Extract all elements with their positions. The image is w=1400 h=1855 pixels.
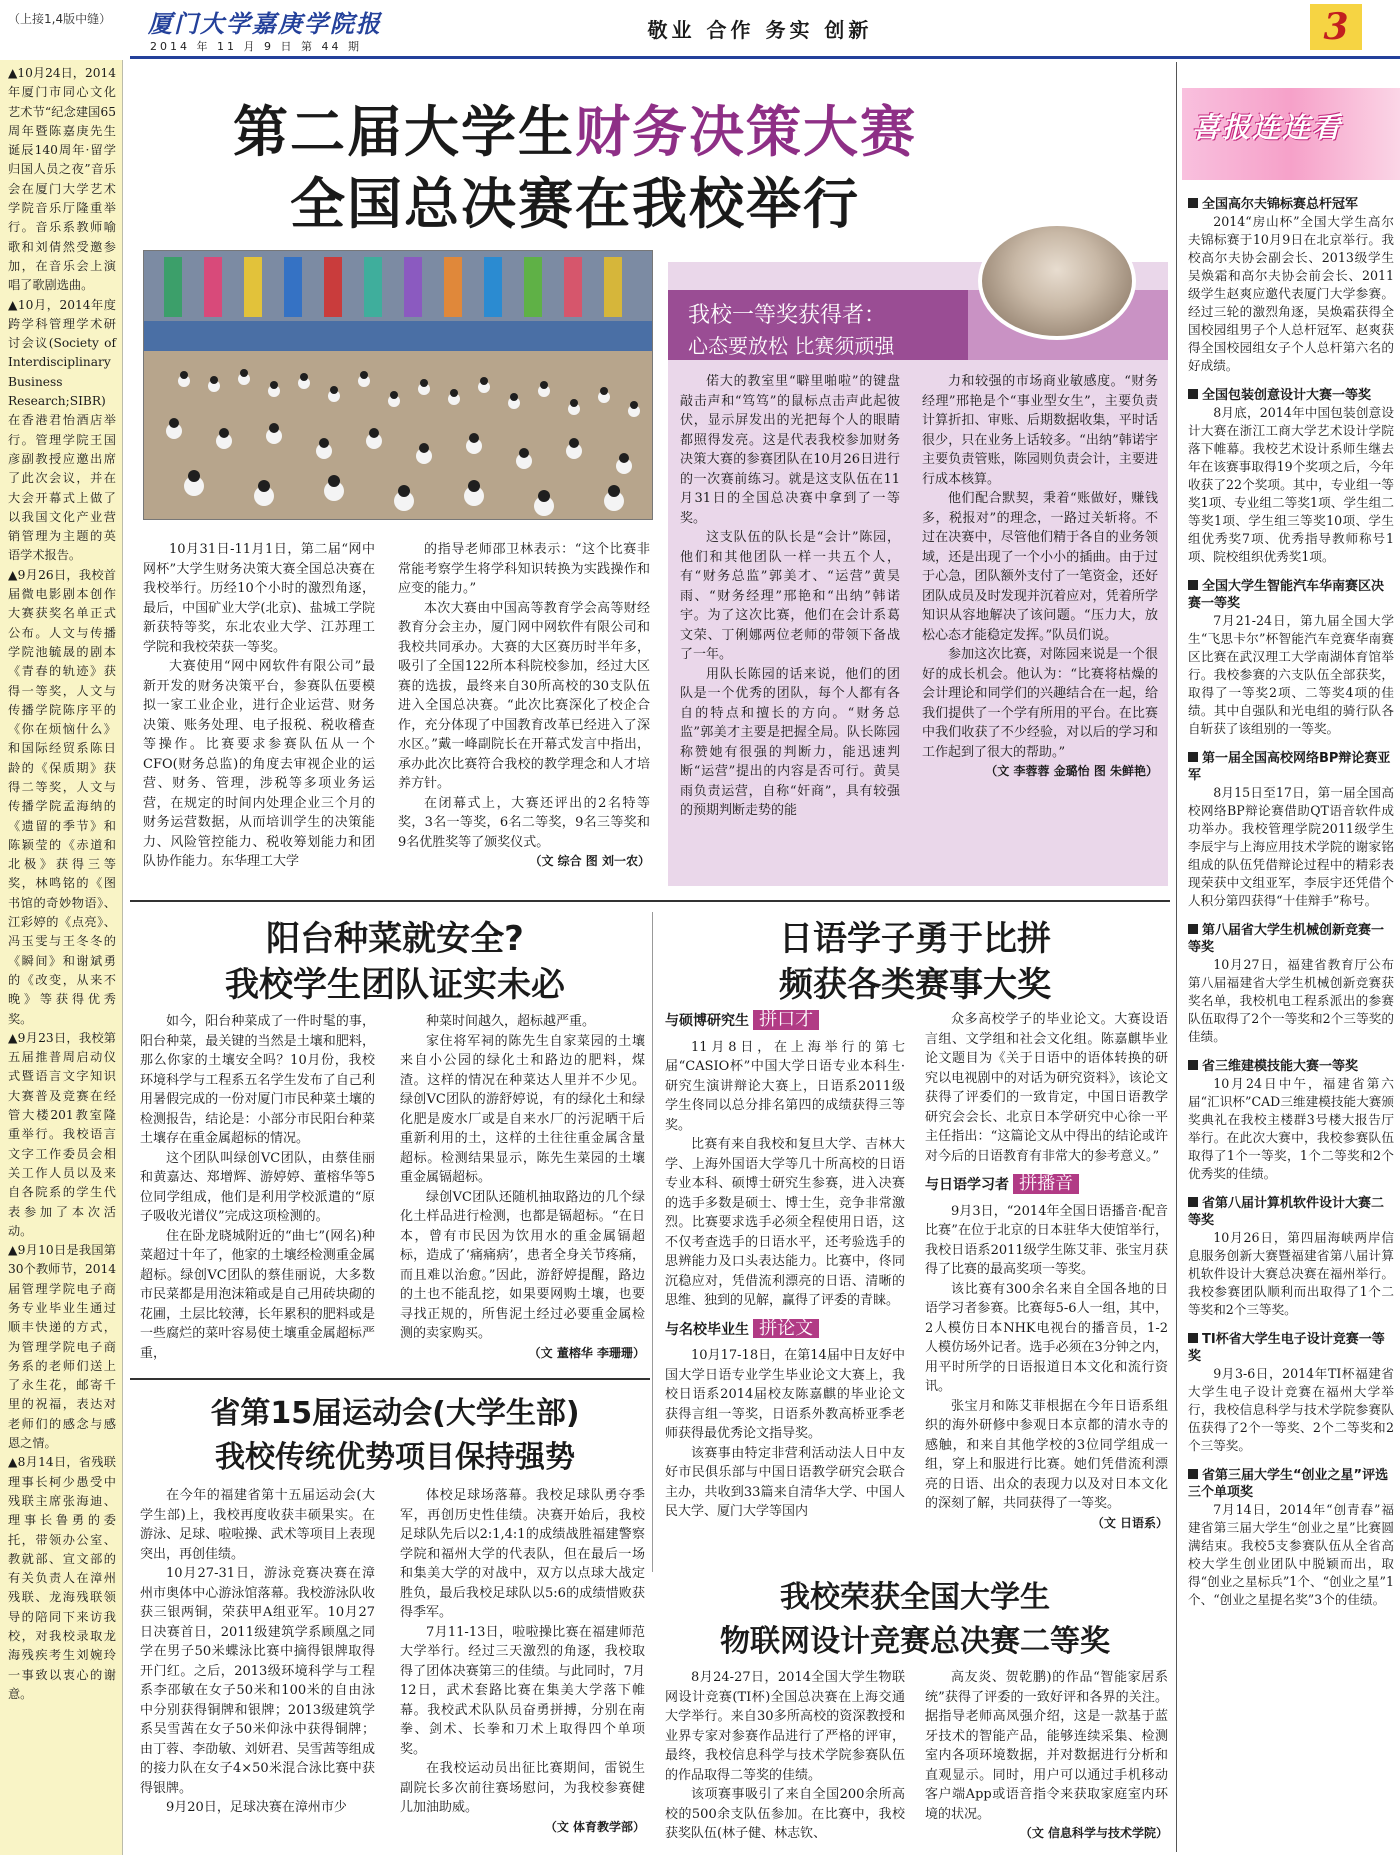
main-article-col-2 [398, 540, 650, 872]
page-number: 3 [1310, 4, 1362, 50]
news-item-heading [1188, 750, 1394, 784]
iot-col-1 [665, 1668, 905, 1844]
paragraph: 他们配合默契，秉着“账做好，赚钱多，税报对”的理念，一路过关斩将。不过在决赛中，尽管他们精于各自的业务领域，还是出现了一个小小的插曲。由于过于心急，团队额外支付了一笔资金，还好团队成员及时发现并沉着应对，凭着所学知识从容地解决了该问题。“压力大，放松心态才能稳定发挥。”队员们说。 [922, 491, 1158, 643]
competition-photo [143, 250, 653, 520]
headline-line: 频获各类赛事大奖 [779, 965, 1051, 1005]
news-item-title: 省第八届计算机软件设计大赛二等奖 [1188, 1196, 1385, 1228]
paragraph: 该项赛事吸引了来自全国200余所高校的500余支队伍参加。在比赛中，我校获奖队伍(林子健、林志钦、 [665, 1787, 905, 1841]
iot-headline [660, 1576, 1170, 1664]
headline-line: 我校传统优势项目保持强势 [215, 1440, 575, 1475]
paragraph: 7月11-13日，啦啦操比赛在福建师范大学举行。经过三天激烈的角逐，我校取得了团体决赛第三的佳绩。与此同时，7月12日，武术套路比赛在集美大学落下帷幕。我校武术队队员奋勇拼搏，分别在南拳、剑术、长拳和刀术上取得四个单项奖。 [400, 1624, 645, 1757]
news-item [1188, 1331, 1394, 1455]
brief-item: ▲9月26日，我校首届微电影剧本创作大赛获奖名单正式公布。人文与传播学院池毓晟的剧本《青春的轨迹》获得一等奖，人文与传播学院陈序平的《你在烦恼什么》和国际经贸系陈日龄的《保质期》获得二等奖，人文与传播学院孟海纳的《遗留的季节》和陈颖莹的《赤道和北极》获得三等奖，林鸣铭的《图书馆的奇妙物语》、江彩婷的《点亮》、冯玉雯与王冬冬的《瞬间》和谢斌勇的《改变，从来不晚》等获得优秀奖。 [8, 567, 116, 1026]
news-item-heading [1188, 1195, 1394, 1229]
balcony-headline [140, 916, 650, 1008]
paragraph: 这支队伍的队长是“会计”陈园，他们和其他团队一样一共五个人，有“财务总监”郭美才、“运营”黄昊雨、“财务经理”邢艳和“出纳”韩诺宇。为了这次比赛，他们在会计系葛文荣、丁俐娜两位老师的带领下备战了一年。 [680, 530, 900, 662]
headline-line: 我校学生团队证实未必 [225, 965, 565, 1005]
square-bullet-icon [1188, 1197, 1198, 1207]
page-header [0, 0, 1400, 58]
news-item-heading [1188, 1331, 1394, 1365]
news-item-title: 省三维建模技能大赛一等奖 [1202, 1059, 1359, 1074]
headline-line: 物联网设计竞赛总决赛二等奖 [720, 1624, 1110, 1659]
paragraph: 在我校运动员出征比赛期间，雷锐生副院长多次前往赛场慰问，为我校参赛健儿加油助威。 [400, 1761, 645, 1815]
brief-item: ▲8月14日，省残联理事长柯少愚受中残联主席张海迪、理事长鲁勇的委托，带领办公室、教就部、宣文部的有关负责人在漳州残联、龙海残联领导的陪同下来访我校，对我校录取龙海残疾考生刘婉玲一事致以衷心的谢意。 [8, 1455, 116, 1701]
news-item-body: 10月24日中午，福建省第六届“汇识杯”CAD三维建模技能大赛颁奖典礼在我校主楼群3号楼大报告厅举行。在此次大赛中，我校参赛队伍取得了1个一等奖，1个二等奖和2个优秀奖的佳绩。 [1188, 1076, 1394, 1181]
news-item-body: 9月3-6日，2014年TI杯福建省大学生电子设计竞赛在福州大学举行，我校信息科学与技术学院参赛队伍获得了2个一等奖、2个二等奖和2个三等奖。 [1188, 1366, 1394, 1453]
news-item-body: 7月14日，2014年“创青春”福建省第三届大学生“创业之星”比赛圆满结束。我校5支参赛队伍从全省高校大学生创业团队中脱颖而出，取得“创业之星标兵”1个、“创业之星”1个、“创业之星提名奖”3个的佳绩。 [1188, 1502, 1394, 1607]
paragraph: 住在卧龙晓城附近的“曲七”(网名)种菜超过十年了，他家的土壤经检测重金属超标。绿创VC团队的蔡佳丽说，大多数市民菜都是用泡沫箱或是自己用砖块砌的花圃，土层比较薄，长年累积的肥料或是一些腐烂的菜叶容易使土壤重金属超标严重， [140, 1228, 375, 1361]
continuation-note: （上接1,4版中缝） [8, 12, 112, 26]
news-item [1188, 387, 1394, 566]
competition-photo-illustration [144, 251, 652, 519]
paragraph: 在闭幕式上，大赛还评出的2名特等奖，3名一等奖，6名二等奖，9名三等奖和9名优胜奖等了颁奖仪式。 [398, 795, 650, 850]
paragraph: 大赛使用“网中网软件有限公司”最新开发的财务决策平台，参赛队伍要模拟一家工业企业，进行企业运营、财务决策、账务处理、电子报税、税收稽查等操作。比赛要求参赛队伍从一个CFO(财务总监)的角度去审视企业的运营、财务、管理，涉税等多项业务运营，在规定的时间内处理企业三个月的财务运营数据，从而培训学生的决策能力、风险管控能力、税收筹划能力和团队协作能力。东华理工大学 [143, 659, 375, 869]
section-tag: 拼口才 [753, 1010, 819, 1030]
square-bullet-icon [1188, 1060, 1198, 1070]
japanese-col-1 [665, 1010, 905, 1522]
sports-headline [140, 1392, 650, 1480]
paragraph: 10月17-18日，在第14届中日友好中国大学日语专业学生毕业论文大赛上，我校日语系2014届校友陈嘉麒的毕业论文获得言组一等奖，日语系外教高桥亚季老师获得最优秀论文指导奖。 [665, 1348, 905, 1441]
paragraph: 的指导老师邵卫林表示：“这个比赛非常能考察学生将学科知识转换为实践操作和应变的能力。” [398, 542, 650, 596]
news-item-body: 2014“房山杯”全国大学生高尔夫锦标赛于10月9日在北京举行。我校高尔夫协会副会长、2013级学生吴焕霜和高尔夫协会前会长、2011级学生赵爽应邀代表厦门大学参赛。经过三轮的激烈角逐，吴焕霜获得全国校园组男子个人总杆冠军、赵爽获得全国校园组女子个人总杆第六名的好成绩。 [1188, 214, 1394, 373]
news-item-title: 第一届全国高校网络BP辩论赛亚军 [1188, 751, 1391, 783]
paragraph: 偌大的教室里“噼里啪啦”的键盘敲击声和“笃笃”的鼠标点击声此起彼伏，显示屏发出的光把每个人的眼睛都照得发亮。这是代表我校参加财务决策大赛的参赛团队在10月26日进行的一次赛前练习。就是这支队伍在11月31日的全国总决赛中拿到了一等奖。 [680, 374, 900, 526]
square-bullet-icon [1188, 198, 1198, 208]
headline-line: 阳台种菜就安全? [266, 919, 524, 959]
interview-subtitle: 心态要放松 比赛须顽强 [688, 334, 895, 358]
briefs-text [8, 64, 116, 1704]
news-item-heading [1188, 922, 1394, 956]
paragraph: 张宝月和陈艾菲根据在今年日语系组织的海外研修中参观日本京都的清水寺的感触，和来自其他学校的3位同学组成一组，穿上和服进行比赛。她们凭借流利漂亮的日语、出众的表现力以及对日本文化的深刻了解，共同获得了一等奖。 [925, 1398, 1168, 1511]
section-tag: 拼论文 [753, 1319, 819, 1339]
brief-item: ▲9月23日，我校第五届推普周启动仪式暨语言文字知识大赛普及竞赛在经管大楼201教室隆重举行。我校语言文字工作委员会相关工作人员以及来自各院系的学生代表参加了本次活动。 [8, 1030, 116, 1238]
good-news-banner-title: 喜报连连看 [1192, 111, 1343, 144]
sports-credit: （文 体育教学部） [544, 1819, 645, 1834]
japanese-section-1-heading [665, 1010, 905, 1032]
masthead: 厦门大学嘉庚学院报 [148, 9, 382, 38]
section-tag: 拼播音 [1013, 1174, 1079, 1194]
news-item-heading [1188, 196, 1394, 213]
news-item-body: 10月26日，第四届海峡两岸信息服务创新大赛暨福建省第八届计算机软件设计大赛总决赛在福州举行。我校参赛团队顺利而出取得了1个二等奖和2个三等奖。 [1188, 1230, 1394, 1317]
square-bullet-icon [1188, 580, 1198, 590]
balcony-col-2 [400, 1012, 645, 1363]
header-rule [130, 56, 1400, 59]
paragraph: 在今年的福建省第十五届运动会(大学生部)上，我校再度收获丰硕果实。在游泳、足球、啦啦操、武术等项目上表现突出，再创佳绩。 [140, 1488, 375, 1562]
brief-item: ▲10月24日，2014年厦门市同心文化艺术节“纪念建国65周年暨陈嘉庚先生诞辰140周年·留学归国人员之夜”音乐会在厦门大学艺术学院音乐厅隆重举行。音乐系教师喻歌和刘倩然受邀参加，在音乐会上演唱了歌剧选曲。 [8, 66, 116, 293]
headline-line: 日语学子勇于比拼 [779, 919, 1051, 959]
square-bullet-icon [1188, 924, 1198, 934]
news-item [1188, 578, 1394, 738]
news-item-title: 第八届省大学生机械创新竞赛一等奖 [1188, 923, 1385, 955]
paragraph: 众多高校学子的毕业论文。大赛设语言组、文学组和社会文化组。陈嘉麒毕业论文题目为《关于日语中的语体转换的研究以电视剧中的对话为研究资料》，该论文获得了评委们的一致肯定，中国日语教学研究会会长、北京日本学研究中心徐一平主任指出：“这篇论文从中得出的结论或许对今后的日语教育有非常大的参考意义。” [925, 1012, 1168, 1164]
news-item-title: TI杯省大学生电子设计竞赛一等奖 [1188, 1332, 1385, 1364]
paragraph: 10月31日-11月1日，第二届“网中网杯”大学生财务决策大赛全国总决赛在我校举行。历经10个小时的激烈角逐，最后，中国矿业大学(北京)、盐城工学院新获特等奖，东北农业大学、江苏理工学院和我校荣获一等奖。 [143, 542, 375, 655]
news-item-title: 全国高尔夫锦标赛总杆冠军 [1202, 197, 1359, 212]
paragraph: 9月3日，“2014年全国日语播音·配音比赛”在位于北京的日本驻华大使馆举行，我校日语系2011级学生陈艾菲、张宝月获得了比赛的最高奖项一等奖。 [925, 1203, 1168, 1277]
paragraph: 体校足球场落幕。我校足球队勇夺季军，再创历史性佳绩。决赛开始后，我校足球队先后以2:1,4:1的成绩战胜福建警察学院和福州大学的代表队，但在最后一场和集美大学的对战中，双方以点球大战定胜负，最后我校足球队以5:6的成绩惜败获得季军。 [400, 1488, 645, 1620]
main-headline-line2: 全国总决赛在我校举行 [289, 172, 860, 236]
paragraph: 家住将军祠的陈先生自家菜园的土壤来自小公园的绿化土和路边的肥料，煤渣。这样的情况在种菜达人里并不少见。绿创VC团队的游舒婷说，有的绿化土和绿化肥是废水厂或是自来水厂的污泥晒干后重新利用的土，这样的土往往重金属含量超标。检测结果显示，陈先生菜园的土壤重金属镉超标。 [400, 1033, 645, 1185]
news-item [1188, 1195, 1394, 1319]
main-article-col-1 [143, 540, 375, 872]
square-bullet-icon [1188, 752, 1198, 762]
brief-item: ▲9月10日是我国第30个教师节，2014届管理学院电子商务专业毕业生通过顺丰快递的方式，为管理学院电子商务系的老师们送上了永生花，邮寄千里的祝福，表达对老师们的感念与感恩之情。 [8, 1243, 116, 1451]
interview-title: 我校一等奖获得者： [688, 303, 887, 328]
main-headline [130, 96, 1020, 240]
team-photo [978, 222, 1136, 340]
paragraph: 用队长陈园的话来说，他们的团队是一个优秀的团队，每个人都有各自的特点和擅长的方向。“财务总监”郭美才主要是把握全局。队长陈园称赞她有很强的判断力，能迅速判断“运营”提出的内容是否可行。黄昊雨负责运营，自称“奸商”，具有较强的预期判断走势的能 [680, 666, 900, 818]
news-item-title: 全国大学生智能汽车华南赛区决赛一等奖 [1188, 579, 1385, 611]
japanese-headline [660, 916, 1170, 1008]
paragraph: 种菜时间越久，超标越严重。 [426, 1014, 596, 1029]
paragraph: 10月27-31日，游泳竞赛决赛在漳州市奥体中心游泳馆落幕。我校游泳队收获三银两铜，荣获甲A组亚军。10月27日决赛首日，2011级建筑学系顾凰之同学在男子50米蝶泳比赛中摘得银牌取得开门红。之后，2013级环境科学与工程系李邵敏在女子50米和100米的自由泳中分别获得铜牌和银牌；2013级建筑学系吴雪茜在女子50米仰泳中获得铜牌；由丁蓉、李劭敏、刘妍君、吴雪茜等组成的接力队在女子4×50米混合泳比赛中获得银牌。 [140, 1566, 375, 1796]
paragraph: 高友炎、贺乾鹏)的作品“智能家居系统”获得了评委的一致好评和各界的关注。据指导老师高凤强介绍，这是一款基于蓝牙技术的智能产品，能够连续采集、检测室内各项环境数据，并对数据进行分析和直观显示。同时，用户可以通过手机移动客户端App或语音指令来获取家庭室内环境的状况。 [925, 1670, 1168, 1822]
news-item [1188, 922, 1394, 1046]
news-item-body: 8月15日至17日，第一届全国高校网络BP辩论赛借助QT语音软件成功举办。我校管理学院2011级学生李辰宇与上海应用技术学院的谢家铭组成的队伍凭借辩论过程中的精彩表现荣获中文组亚军，李辰宇还凭借个人积分第四获得“十佳辩手”称号。 [1188, 785, 1394, 908]
news-item-body: 8月底，2014年中国包装创意设计大赛在浙江工商大学艺术设计学院落下帷幕。我校艺术设计系师生继去年在该赛事取得19个奖项之后，今年收获了22个奖项。其中，专业组一等奖1项、专业组二等奖1项、学生组二等奖1项、学生组三等奖10项、学生组优秀奖7项、优秀指导教师称号1项、院校组织优秀奖1项。 [1188, 405, 1394, 564]
paragraph: 比赛有来自我校和复旦大学、吉林大学、上海外国语大学等几十所高校的日语专业本科、硕博士研究生参赛，进入决赛的选手多数是硕士、博士生，竞争非常激烈。比赛要求选手必须全程使用日语，这不仅考查选手的日语水平，还考验选手的思辨能力及口头表达能力。比赛中，佟同沉稳应对，凭借流利漂亮的日语、清晰的思维、独到的见解，赢得了评委的青睐。 [665, 1137, 905, 1308]
japanese-credit: （文 日语系） [1091, 1515, 1168, 1530]
dateline: 2014 年 11 月 9 日 第 44 期 [150, 40, 362, 53]
section-heading: 与硕博研究生 [665, 1013, 749, 1029]
paragraph: 本次大赛由中国高等教育学会高等财经教育分会主办，厦门网中网软件有限公司和我校共同承办。大赛的大区赛历时半年多，吸引了全国122所本科院校参加，经过大区赛的选拔，最终来自30所高校的30支队伍进入全国总决赛。“此次比赛深化了校企合作，充分体现了中国教育改革已经进入了深水区。”戴一峰副院长在开幕式发言中指出，承办此次比赛符合我校的教学理念和人才培养方针。 [398, 600, 650, 791]
news-item [1188, 1058, 1394, 1183]
news-item-title: 省第三届大学生“创业之星”评选三个单项奖 [1188, 1468, 1389, 1500]
section-heading: 与日语学习者 [925, 1177, 1009, 1193]
interview-col-1 [680, 372, 900, 821]
news-item [1188, 1467, 1394, 1609]
news-item-heading [1188, 1058, 1394, 1075]
iot-credit: （文 信息科学与技术学院） [1019, 1826, 1168, 1840]
balcony-credit: （文 董榕华 李珊珊） [528, 1345, 645, 1360]
square-bullet-icon [1188, 1469, 1198, 1479]
paragraph: 参加这次比赛，对陈园来说是一个很好的成长机会。他认为：“比赛将枯燥的会计理论和同学们的兴趣结合在一起，给我们提供了一个学有所用的平台。在比赛中我们收获了不少经验，对以后的学习和工作起到了很大的帮助。” [922, 647, 1158, 760]
japanese-section-3-heading [925, 1174, 1168, 1196]
sports-col-2 [400, 1486, 645, 1837]
main-article-credit: （文 综合 图 刘一农） [529, 854, 650, 868]
square-bullet-icon [1188, 389, 1198, 399]
paragraph: 该比赛有300余名来自全国各地的日语学习者参赛。比赛每5-6人一组，其中，2人模仿日本NHK电视台的播音员，1-2人模仿场外记者。选手必须在3分钟之内，用平时所学的日语报道日本文化和流行资讯。 [925, 1281, 1168, 1394]
interview-col-2 [922, 372, 1158, 782]
section-divider [130, 1378, 650, 1380]
news-item-body: 10月27日，福建省教育厅公布第八届福建省大学生机械创新竞赛获奖名单，我校机电工程系派出的参赛队伍取得了2个一等奖和2个三等奖的佳绩。 [1188, 957, 1394, 1044]
section-divider [130, 900, 1170, 902]
paragraph: 绿创VC团队还随机抽取路边的几个绿化土样品进行检测，也都是镉超标。“在日本，曾有市民因为饮用水的重金属镉超标，造成了‘痛痛病’，患者全身关节疼痛，而且难以治愈。”因此，游舒婷提醒，路边的土也不能乱挖，如果要网购土壤，也要寻找正规的，所售泥土经过必要重金属检测的卖家购买。 [400, 1189, 645, 1341]
paragraph: 这个团队叫绿创VC团队，由蔡佳丽和黄嘉达、郑增辉、游婷婷、董榕华等5位同学组成，他们是利用学校派遣的“原子吸收光谱仪”完成这项检测的。 [140, 1150, 375, 1224]
paragraph: 11月8日，在上海举行的第七届“CASIO杯”中国大学日语专业本科生·研究生演讲辩论大赛上，日语系2011级学生佟同以总分排名第四的成绩获得三等奖。 [665, 1039, 905, 1133]
news-item-title: 全国包装创意设计大赛一等奖 [1202, 388, 1372, 403]
news-item-body: 7月21-24日，第九届全国大学生“飞思卡尔”杯智能汽车竞赛华南赛区比赛在武汉理工大学南湖体育馆举行。我校参赛的六支队伍全部获奖，取得了一等奖2项、二等奖4项的佳绩。其中自强队和光电组的骑行队各自斩获了该组别的一等奖。 [1188, 613, 1394, 736]
square-bullet-icon [1188, 1333, 1198, 1343]
good-news-list [1188, 184, 1394, 1609]
headline-line: 省第15届运动会(大学生部) [210, 1396, 580, 1431]
iot-col-2 [925, 1668, 1168, 1844]
brief-item: ▲10月，2014年度跨学科管理学术研讨会议(Society of Interdisciplinary Business Research;SIBR)在香港君怡酒店举行。管理学院王国彦副教授应邀出席了此次会议，并在大会开幕式上做了以我国文化产业营销管理为主题的英语学术报告。 [8, 297, 116, 563]
japanese-section-2-heading [665, 1319, 905, 1341]
section-heading: 与名校毕业生 [665, 1321, 749, 1338]
news-item-heading [1188, 1467, 1394, 1501]
paragraph: 8月24-27日，2014全国大学生物联网设计竞赛(TI杯)全国总决赛在上海交通大学举行。来自30多所高校的资深教授和业界专家对参赛作品进行了严格的评审，最终，我校信息科学与技术学院参赛队伍的作品取得二等奖的佳绩。 [665, 1670, 905, 1783]
sports-col-1 [140, 1486, 375, 1818]
news-item [1188, 750, 1394, 910]
paragraph: 9月20日，足球决赛在漳州市少 [166, 1800, 347, 1815]
news-item-heading [1188, 387, 1394, 404]
main-headline-highlight: 财务决策大赛 [575, 100, 918, 164]
right-column-divider [1176, 62, 1177, 1852]
main-headline-part: 第二届大学生 [232, 100, 575, 164]
balcony-col-1 [140, 1012, 375, 1363]
interview-credit: （文 李蓉蓉 金璐怡 图 朱鲜艳） [985, 764, 1158, 778]
left-briefs-column [0, 60, 123, 1855]
headline-line: 我校荣获全国大学生 [780, 1580, 1050, 1615]
news-item [1188, 196, 1394, 375]
paragraph: 该赛事由特定非营利活动法人日中友好市民俱乐部与中国日语教学研究会联合主办，共收到33篇来自清华大学、中国人民大学、厦门大学等国内 [665, 1445, 905, 1519]
motto: 敬业 合作 务实 创新 [647, 18, 873, 42]
column-divider [652, 912, 653, 1572]
japanese-col-2 [925, 1010, 1168, 1533]
paragraph: 力和较强的市场商业敏感度。“财务经理”邢艳是个“事业型女生”，主要负责计算折扣、审账、后期数据收集，平时话很少，只在业务上话较多。“出纳”韩诺宇主要负责管账，陈园则负责会计，主要进行成本核算。 [922, 374, 1158, 487]
news-item-heading [1188, 578, 1394, 612]
paragraph: 如今，阳台种菜成了一件时髦的事，阳台种菜，最关键的当然是土壤和肥料，那么你家的土壤安全吗？10月份，我校环境科学与工程系五名学生发布了自己利用暑假完成的一份对厦门市民种菜土壤的检测报告，结论是：小部分市民阳台种菜土壤存在重金属超标的情况。 [140, 1014, 375, 1146]
